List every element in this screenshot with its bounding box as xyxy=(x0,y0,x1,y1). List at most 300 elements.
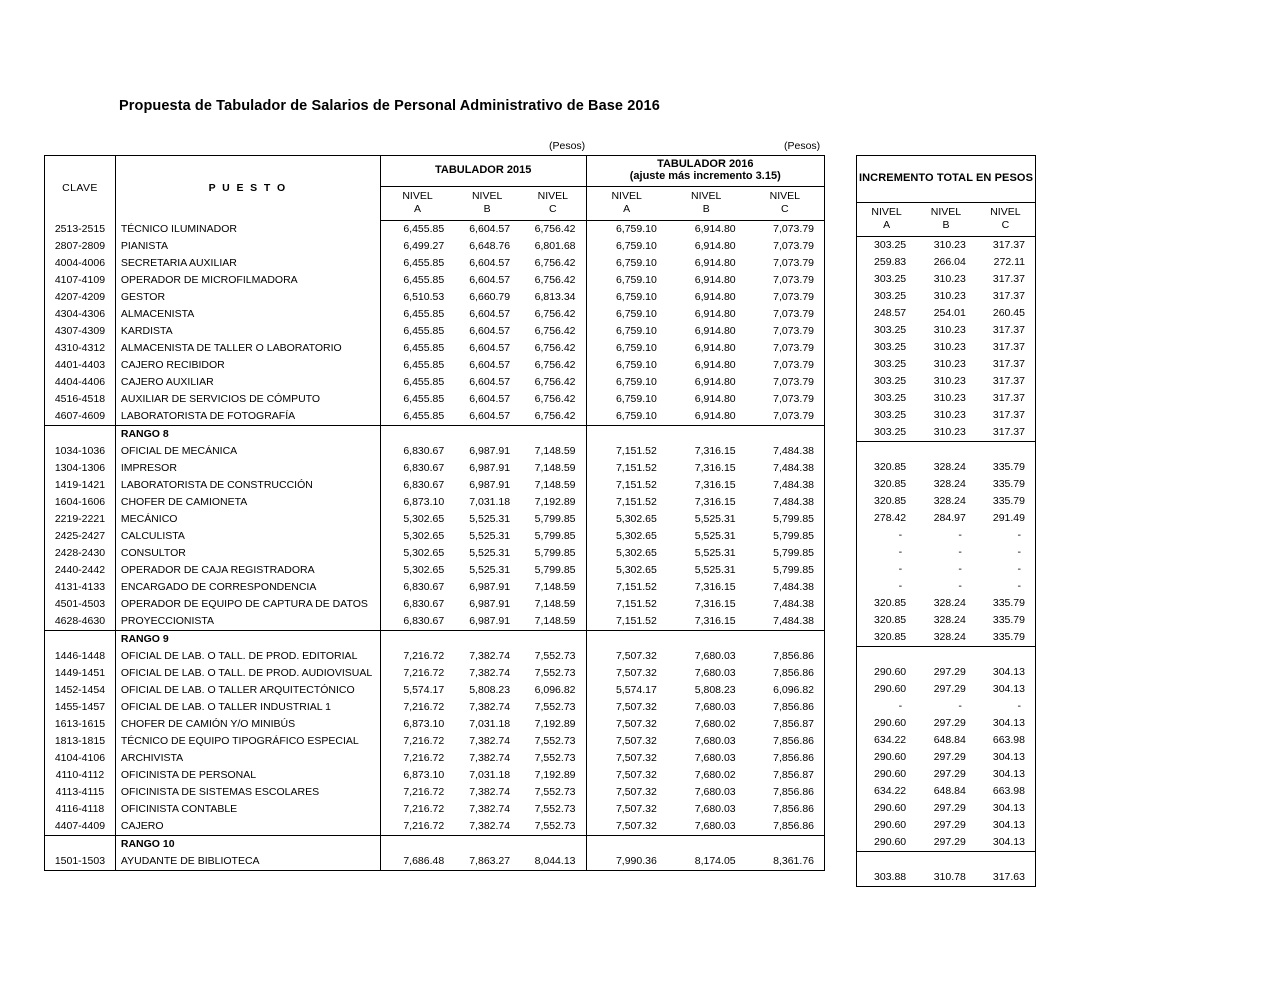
increment-row xyxy=(857,664,1036,681)
row-clave: 1304-1306 xyxy=(45,460,116,477)
row-value-2016: 7,856.86 xyxy=(746,648,825,665)
table-body-increment xyxy=(857,237,1036,887)
row-value-increment: 328.24 xyxy=(933,495,966,508)
row-value-2015: 7,148.59 xyxy=(534,598,576,611)
row-puesto: OFICINISTA DE PERSONAL xyxy=(115,767,380,784)
row-puesto: OPERADOR DE EQUIPO DE CAPTURA DE DATOS xyxy=(115,596,380,613)
increment-row xyxy=(857,459,1036,476)
row-value-2016: 7,484.38 xyxy=(746,596,825,613)
row-value-2016: 7,507.32 xyxy=(586,818,667,836)
increment-row xyxy=(857,407,1036,424)
increment-row xyxy=(857,561,1036,578)
table-row xyxy=(45,528,825,545)
row-value-increment: - xyxy=(857,561,917,578)
row-value-empty xyxy=(586,426,667,444)
row-value-2016: 7,073.79 xyxy=(746,323,825,340)
row-value-2015: 6,499.27 xyxy=(380,238,454,255)
row-value-2015: 7,552.73 xyxy=(534,786,576,799)
nivel-word: NIVEL xyxy=(537,190,568,203)
row-value-2016: 5,799.85 xyxy=(746,511,825,528)
row-value-increment: 310.23 xyxy=(933,375,966,388)
row-clave: 4304-4306 xyxy=(45,306,116,323)
row-puesto: OFICIAL DE LAB. O TALL. DE PROD. EDITORIAL xyxy=(115,648,380,665)
row-puesto: OFICIAL DE LAB. O TALLER ARQUITECTÓNICO xyxy=(115,682,380,699)
row-value-2015: 6,756.42 xyxy=(534,376,576,389)
row-value-2015: 7,382.74 xyxy=(469,667,511,680)
nivel-word: NIVEL xyxy=(691,190,722,203)
row-value-2016: 7,073.79 xyxy=(746,408,825,426)
row-value-2015: 5,525.31 xyxy=(469,530,511,543)
table-row xyxy=(45,340,825,357)
row-value-2015: 6,455.85 xyxy=(380,323,454,340)
table-body-main xyxy=(45,221,825,871)
row-value-2015: 5,302.65 xyxy=(380,528,454,545)
row-value-2015: 6,455.85 xyxy=(380,357,454,374)
row-value-increment: 317.37 xyxy=(976,288,1036,305)
row-value-increment: 248.57 xyxy=(857,305,917,322)
row-value-empty xyxy=(454,426,520,444)
row-value-2015: 7,552.73 xyxy=(520,818,586,836)
nivel-letter: C xyxy=(549,203,557,216)
row-value-2016: 7,507.32 xyxy=(586,750,667,767)
row-value-empty xyxy=(380,631,454,649)
increment-section-row xyxy=(857,647,1036,665)
row-puesto: OFICIAL DE MECÁNICA xyxy=(115,443,380,460)
table-row xyxy=(45,562,825,579)
row-value-2015: 7,148.59 xyxy=(520,613,586,631)
row-value-2016: 7,856.86 xyxy=(746,801,825,818)
row-value-increment: 290.60 xyxy=(857,800,917,817)
row-value-increment: 297.29 xyxy=(933,717,966,730)
row-value-2015: 6,830.67 xyxy=(380,579,454,596)
row-value-2015: 6,756.42 xyxy=(534,342,576,355)
row-clave: 4107-4109 xyxy=(45,272,116,289)
row-value-increment: 310.23 xyxy=(933,273,966,286)
row-value-2015: 5,525.31 xyxy=(469,547,511,560)
row-puesto: TÉCNICO DE EQUIPO TIPOGRÁFICO ESPECIAL xyxy=(115,733,380,750)
row-value-2016: 6,759.10 xyxy=(586,391,667,408)
increment-table-header xyxy=(857,156,1036,237)
row-value-increment: 304.13 xyxy=(976,664,1036,681)
row-value-increment: 290.60 xyxy=(857,664,917,681)
row-value-increment: 328.24 xyxy=(933,478,966,491)
row-value-2015: 7,216.72 xyxy=(380,648,454,665)
row-value-2016: 6,759.10 xyxy=(586,272,667,289)
row-value-empty xyxy=(746,836,825,854)
table-row xyxy=(45,255,825,272)
row-value-2015: 6,830.67 xyxy=(380,477,454,494)
row-value-2016: 7,680.02 xyxy=(694,769,736,782)
row-clave: 4628-4630 xyxy=(45,613,116,631)
row-value-increment: 335.79 xyxy=(976,595,1036,612)
table-section-row xyxy=(45,631,825,649)
row-value-2015: 6,756.42 xyxy=(534,308,576,321)
row-value-increment xyxy=(916,852,976,870)
row-value-2015: 6,987.91 xyxy=(469,445,511,458)
row-value-2016: 6,914.80 xyxy=(694,308,736,321)
row-value-increment: 634.22 xyxy=(857,783,917,800)
row-value-2016: 6,914.80 xyxy=(694,274,736,287)
increment-row xyxy=(857,715,1036,732)
row-value-2016: 7,507.32 xyxy=(586,665,667,682)
row-value-2016: 7,507.32 xyxy=(586,648,667,665)
row-value-2015: 7,216.72 xyxy=(380,818,454,836)
row-value-2016: 7,484.38 xyxy=(746,494,825,511)
row-value-increment: 317.37 xyxy=(976,390,1036,407)
row-clave: 2807-2809 xyxy=(45,238,116,255)
row-value-2016: 6,914.80 xyxy=(694,291,736,304)
row-value-2016: 7,316.15 xyxy=(694,462,736,475)
table-section-row xyxy=(45,836,825,854)
table-row xyxy=(45,545,825,562)
row-value-2015: 6,873.10 xyxy=(380,494,454,511)
row-value-empty xyxy=(667,631,746,649)
row-puesto: OFICINISTA DE SISTEMAS ESCOLARES xyxy=(115,784,380,801)
nivel-word: NIVEL xyxy=(871,206,902,218)
row-value-2015: 6,830.67 xyxy=(380,596,454,613)
increment-section-row xyxy=(857,442,1036,460)
increment-row xyxy=(857,493,1036,510)
row-value-2016: 7,073.79 xyxy=(746,374,825,391)
row-value-2015: 7,192.89 xyxy=(534,769,576,782)
row-puesto: ALMACENISTA xyxy=(115,306,380,323)
row-clave: 1604-1606 xyxy=(45,494,116,511)
row-puesto: OFICIAL DE LAB. O TALL. DE PROD. AUDIOVISUAL xyxy=(115,665,380,682)
increment-row xyxy=(857,424,1036,442)
row-value-increment: - xyxy=(976,578,1036,595)
row-value-2016: 7,484.38 xyxy=(746,613,825,631)
row-value-2015: 6,604.57 xyxy=(469,274,511,287)
row-value-increment: 297.29 xyxy=(933,751,966,764)
row-value-2016: 6,096.82 xyxy=(746,682,825,699)
row-value-increment: 663.98 xyxy=(976,783,1036,800)
row-clave: 4307-4309 xyxy=(45,323,116,340)
row-value-increment: 260.45 xyxy=(976,305,1036,322)
row-value-empty xyxy=(380,426,454,444)
header-row-groups xyxy=(45,156,825,187)
row-value-2015: 6,756.42 xyxy=(534,359,576,372)
row-value-2016: 7,856.87 xyxy=(746,767,825,784)
row-value-2015: 6,604.57 xyxy=(469,393,511,406)
increment-row xyxy=(857,698,1036,715)
row-value-2015: 5,799.85 xyxy=(534,547,576,560)
row-value-2016: 5,525.31 xyxy=(694,530,736,543)
row-value-increment: - xyxy=(857,698,917,715)
row-value-2015: 6,756.42 xyxy=(534,274,576,287)
row-clave: 4113-4115 xyxy=(45,784,116,801)
nivel-letter: B xyxy=(942,219,950,232)
row-value-increment: 303.25 xyxy=(857,356,917,373)
row-value-increment: 328.24 xyxy=(933,461,966,474)
table-row xyxy=(45,818,825,836)
row-value-2016: 7,856.86 xyxy=(746,665,825,682)
row-value-2016: 7,316.15 xyxy=(694,581,736,594)
header-2016-nivel-b xyxy=(667,187,746,221)
row-clave: 1501-1503 xyxy=(45,853,116,871)
nivel-letter: A xyxy=(883,219,891,232)
increment-row xyxy=(857,305,1036,322)
row-value-2016: 7,680.03 xyxy=(694,803,736,816)
row-value-2015: 6,756.42 xyxy=(534,223,576,236)
row-puesto: MECÁNICO xyxy=(115,511,380,528)
header-2015-nivel-a xyxy=(380,187,454,221)
row-value-2016: 7,073.79 xyxy=(746,391,825,408)
header-puesto: P U E S T O xyxy=(115,156,380,221)
row-value-2015: 6,604.57 xyxy=(469,257,511,270)
row-value-increment: 304.13 xyxy=(976,749,1036,766)
row-puesto: CHOFER DE CAMIÓN Y/O MINIBÚS xyxy=(115,716,380,733)
header-group-incremento-total: INCREMENTO TOTAL EN PESOS xyxy=(857,156,1036,203)
nivel-letter: A xyxy=(623,203,631,216)
row-value-increment: 328.24 xyxy=(933,597,966,610)
row-value-2016: 6,914.80 xyxy=(694,376,736,389)
nivel-letter: C xyxy=(781,203,789,216)
row-value-2015: 6,756.42 xyxy=(534,393,576,406)
row-value-2015: 6,455.85 xyxy=(380,255,454,272)
row-value-increment: 303.25 xyxy=(857,424,917,442)
table-row xyxy=(45,750,825,767)
row-value-increment: 634.22 xyxy=(857,732,917,749)
row-value-increment: 663.98 xyxy=(976,732,1036,749)
row-value-2016: 5,799.85 xyxy=(746,562,825,579)
increment-row xyxy=(857,390,1036,407)
nivel-word: NIVEL xyxy=(930,206,962,218)
row-value-increment: 290.60 xyxy=(857,715,917,732)
row-value-2015: 7,552.73 xyxy=(534,667,576,680)
row-value-2015: 6,455.85 xyxy=(380,221,454,239)
row-value-empty xyxy=(667,426,746,444)
row-value-2016: 7,073.79 xyxy=(746,340,825,357)
row-value-increment: 304.13 xyxy=(976,715,1036,732)
row-puesto: LABORATORISTA DE FOTOGRAFÍA xyxy=(115,408,380,426)
row-value-increment: 297.29 xyxy=(933,802,966,815)
increment-row xyxy=(857,595,1036,612)
row-puesto: OPERADOR DE MICROFILMADORA xyxy=(115,272,380,289)
row-value-2015: 6,604.57 xyxy=(469,223,511,236)
row-value-2016: 7,680.03 xyxy=(667,818,746,836)
row-value-empty xyxy=(586,836,667,854)
row-value-increment: 310.23 xyxy=(933,239,966,252)
row-value-increment: 284.97 xyxy=(933,512,966,525)
row-value-2015: 6,756.42 xyxy=(534,325,576,338)
row-clave: 1419-1421 xyxy=(45,477,116,494)
row-value-increment: 297.29 xyxy=(933,768,966,781)
row-value-increment: 291.49 xyxy=(976,510,1036,527)
row-value-2016: 7,680.03 xyxy=(694,735,736,748)
table-row xyxy=(45,733,825,750)
increment-row xyxy=(857,629,1036,647)
row-value-2016: 6,914.80 xyxy=(694,342,736,355)
row-value-increment: 317.63 xyxy=(976,869,1036,887)
row-value-2016: 7,073.79 xyxy=(746,255,825,272)
row-value-increment xyxy=(916,647,976,665)
salary-table-main xyxy=(44,155,825,871)
row-value-increment: 310.23 xyxy=(933,341,966,354)
row-value-2016: 7,856.86 xyxy=(746,699,825,716)
row-value-increment xyxy=(976,852,1036,870)
row-value-increment: - xyxy=(857,544,917,561)
table-row xyxy=(45,289,825,306)
row-value-increment: 310.23 xyxy=(933,290,966,303)
row-clave: 2513-2515 xyxy=(45,221,116,239)
row-value-2016: 7,507.32 xyxy=(586,699,667,716)
increment-row xyxy=(857,783,1036,800)
row-clave: 2425-2427 xyxy=(45,528,116,545)
table-row xyxy=(45,374,825,391)
row-value-2016: 7,507.32 xyxy=(586,784,667,801)
row-value-2015: 7,382.74 xyxy=(469,701,511,714)
row-value-2016: 7,507.32 xyxy=(586,733,667,750)
row-value-increment: 303.25 xyxy=(857,390,917,407)
row-clave xyxy=(45,426,116,444)
row-value-increment: 320.85 xyxy=(857,493,917,510)
increment-row xyxy=(857,271,1036,288)
row-value-2015: 7,031.18 xyxy=(469,496,511,509)
row-value-2015: 7,382.74 xyxy=(469,786,511,799)
row-value-2016: 7,484.38 xyxy=(746,579,825,596)
row-value-2015: 7,148.59 xyxy=(534,445,576,458)
table-row xyxy=(45,767,825,784)
row-value-increment: 648.84 xyxy=(933,785,966,798)
row-value-2015: 6,987.91 xyxy=(469,462,511,475)
increment-row xyxy=(857,817,1036,834)
row-value-increment: 303.25 xyxy=(857,407,917,424)
row-value-2015: 7,382.74 xyxy=(469,752,511,765)
row-value-2015: 6,801.68 xyxy=(534,240,576,253)
row-value-2015: 7,148.59 xyxy=(534,462,576,475)
row-value-increment xyxy=(976,647,1036,665)
header-inc-nivel-b xyxy=(916,203,976,237)
row-puesto: ALMACENISTA DE TALLER O LABORATORIO xyxy=(115,340,380,357)
header-group-2016-line1: TABULADOR 2016 xyxy=(657,158,754,170)
row-value-increment: 310.23 xyxy=(933,409,966,422)
row-clave: 1455-1457 xyxy=(45,699,116,716)
row-value-2015: 5,799.85 xyxy=(534,513,576,526)
row-value-2016: 7,856.86 xyxy=(746,733,825,750)
row-value-2016: 5,302.65 xyxy=(586,545,667,562)
row-value-2015: 7,148.59 xyxy=(534,581,576,594)
row-clave: 4131-4133 xyxy=(45,579,116,596)
row-value-2016: 6,759.10 xyxy=(586,306,667,323)
row-puesto: CALCULISTA xyxy=(115,528,380,545)
row-value-2016: 7,316.15 xyxy=(667,613,746,631)
row-value-2016: 7,073.79 xyxy=(746,272,825,289)
row-value-empty xyxy=(520,631,586,649)
header-2015-nivel-b xyxy=(454,187,520,221)
row-value-increment: 317.37 xyxy=(976,271,1036,288)
row-puesto: PROYECCIONISTA xyxy=(115,613,380,631)
increment-row xyxy=(857,237,1036,255)
table-row xyxy=(45,613,825,631)
header-clave: CLAVE xyxy=(45,156,116,221)
table-row xyxy=(45,323,825,340)
row-value-2016: 5,302.65 xyxy=(586,528,667,545)
row-value-2016: 7,507.32 xyxy=(586,716,667,733)
row-value-2015: 7,192.89 xyxy=(534,496,576,509)
nivel-word: NIVEL xyxy=(471,190,503,203)
header-2016-nivel-c xyxy=(746,187,825,221)
table-row xyxy=(45,579,825,596)
row-value-increment: 648.84 xyxy=(933,734,966,747)
row-value-increment: - xyxy=(857,527,917,544)
table-row xyxy=(45,238,825,255)
nivel-word: NIVEL xyxy=(990,206,1021,218)
header-inc-nivel-c xyxy=(976,203,1036,237)
table-row xyxy=(45,272,825,289)
row-value-2016: 7,151.52 xyxy=(586,596,667,613)
row-value-increment: 335.79 xyxy=(976,629,1036,647)
table-row xyxy=(45,477,825,494)
row-value-2015: 6,830.67 xyxy=(380,613,454,631)
header-2016-nivel-a xyxy=(586,187,667,221)
row-value-increment: 320.85 xyxy=(857,595,917,612)
row-value-increment: 254.01 xyxy=(933,307,966,320)
row-value-increment: 335.79 xyxy=(976,612,1036,629)
row-value-increment: 259.83 xyxy=(857,254,917,271)
row-value-2015: 7,382.74 xyxy=(469,735,511,748)
row-clave: 1034-1036 xyxy=(45,443,116,460)
header-group-tabulador-2016 xyxy=(586,156,825,187)
row-value-2016: 6,759.10 xyxy=(586,408,667,426)
row-value-empty xyxy=(520,836,586,854)
row-value-increment: 335.79 xyxy=(976,459,1036,476)
table-row xyxy=(45,682,825,699)
row-value-2016: 5,302.65 xyxy=(586,511,667,528)
row-value-increment: 303.25 xyxy=(857,271,917,288)
row-value-2015: 7,863.27 xyxy=(454,853,520,871)
row-value-empty xyxy=(746,631,825,649)
row-value-increment: 310.78 xyxy=(916,869,976,887)
row-value-2015: 7,216.72 xyxy=(380,665,454,682)
row-value-2015: 7,382.74 xyxy=(469,803,511,816)
row-value-2016: 8,361.76 xyxy=(746,853,825,871)
table-row xyxy=(45,699,825,716)
row-value-2015: 7,552.73 xyxy=(534,735,576,748)
row-clave: 4607-4609 xyxy=(45,408,116,426)
nivel-letter: B xyxy=(702,203,710,216)
row-clave: 4110-4112 xyxy=(45,767,116,784)
nivel-word: NIVEL xyxy=(769,190,800,203)
row-value-2016: 7,073.79 xyxy=(746,306,825,323)
row-value-2016: 7,507.32 xyxy=(586,767,667,784)
row-value-2016: 7,073.79 xyxy=(746,238,825,255)
row-value-2015: 7,031.18 xyxy=(469,718,511,731)
row-value-2016: 6,914.80 xyxy=(667,408,746,426)
row-value-2015: 7,382.74 xyxy=(469,650,511,663)
increment-table xyxy=(856,155,1036,887)
row-value-2016: 7,151.52 xyxy=(586,477,667,494)
row-value-increment: 304.13 xyxy=(976,817,1036,834)
row-value-empty xyxy=(746,426,825,444)
row-value-2016: 5,302.65 xyxy=(586,562,667,579)
row-value-2016: 7,484.38 xyxy=(746,477,825,494)
row-value-2016: 5,808.23 xyxy=(694,684,736,697)
row-clave: 4501-4503 xyxy=(45,596,116,613)
row-value-increment: 317.37 xyxy=(976,356,1036,373)
row-puesto: LABORATORISTA DE CONSTRUCCIÓN xyxy=(115,477,380,494)
row-value-2015: 7,216.72 xyxy=(380,699,454,716)
row-puesto: PIANISTA xyxy=(115,238,380,255)
row-value-increment xyxy=(916,442,976,460)
row-clave: 1446-1448 xyxy=(45,648,116,665)
row-value-increment: 290.60 xyxy=(857,749,917,766)
row-puesto: KARDISTA xyxy=(115,323,380,340)
row-value-increment: - xyxy=(958,580,962,593)
increment-row xyxy=(857,527,1036,544)
row-value-increment: - xyxy=(857,578,917,595)
row-clave xyxy=(45,631,116,649)
row-value-2016: 7,856.87 xyxy=(746,716,825,733)
